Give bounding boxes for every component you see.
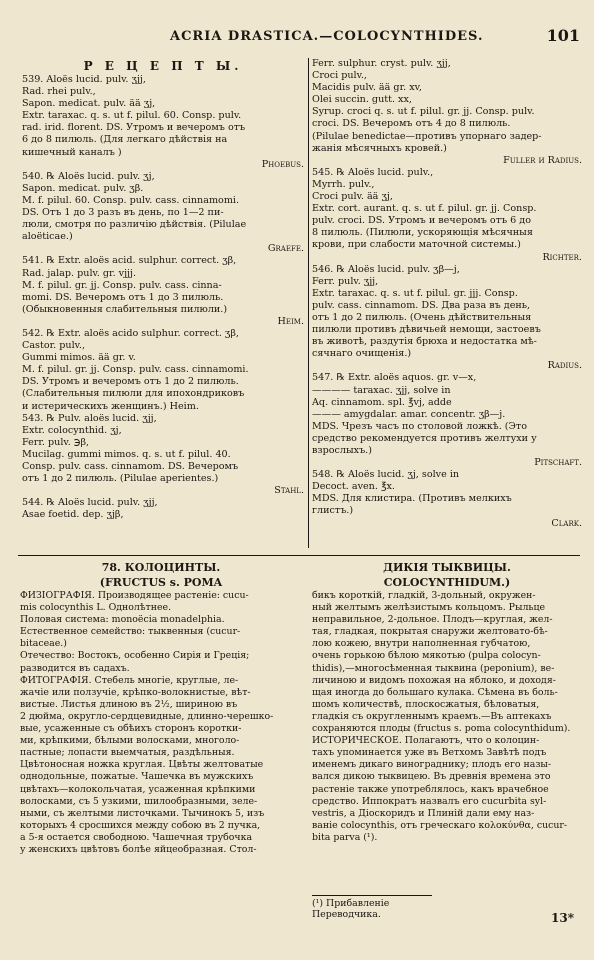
- recipe-line: Consp. pulv. cass. cinnamom. DS. Вечеромъ: [22, 461, 239, 472]
- recipe-line: 539. Aloës lucid. pulv. ʒjj,: [22, 74, 146, 85]
- colocynth-section-left: [20, 560, 302, 856]
- recipe-line: rad. irid. florent. DS. Утромъ и вечеромъ отъ: [22, 122, 246, 134]
- text-line: лою кожею, внутри наполненная губчатою,: [312, 638, 531, 650]
- text-line: сохраняются плоды (fructus s. poma colocynthidum).: [312, 723, 571, 735]
- section-title-line: ДИКІЯ ТЫКВИЦЫ.: [383, 561, 511, 574]
- running-header: [10, 26, 586, 48]
- author-attribution: Clark.: [551, 517, 582, 529]
- author-attribution: Heim.: [277, 315, 304, 327]
- running-title: ACRIA DRASTICA.—COLOCYNTHIDES.: [170, 29, 484, 44]
- text-line: Половая система: monoëcia monadelphia.: [20, 614, 225, 626]
- recipe-line: momi. DS. Вечеромъ отъ 1 до 3 пилюль.: [22, 291, 224, 303]
- recipe-line: Ferr. pulv. ʒjj,: [312, 275, 379, 287]
- recipe-line: DS. Отъ 1 до 3 разъ въ день, по 1—2 пи-: [22, 207, 224, 219]
- text-line: ИСТОРИЧЕСКОЕ. Полагаютъ, что о колоцин-: [312, 735, 540, 747]
- recipe-line: 547. ℞ Extr. aloës aquos. gr. v—x,: [312, 372, 477, 384]
- recipes-left-column: [22, 58, 304, 521]
- text-line: щая иногда до большаго кулака. Сѣмена въ боль-: [312, 686, 558, 698]
- text-line: вые, усаженные съ обѣихъ сторонъ коротки-: [20, 723, 242, 735]
- recipe-line: aloëticae.): [22, 231, 73, 243]
- recipe-line: Ferr. sulphur. cryst. pulv. ʒjj,: [312, 58, 451, 69]
- text-line: Естественное семейство: тыквенныя (cucur-: [20, 626, 241, 638]
- recipe-line: MDS. Чрезъ часъ по столовой ложкѣ. (Это: [312, 420, 527, 432]
- text-line: бикъ короткій, гладкій, 3-дольный, окружен-: [312, 590, 536, 601]
- recipe-line: Croci pulv. ää ʒj,: [312, 191, 393, 203]
- recipe-line: Decoct. aven. ℥x.: [312, 481, 395, 493]
- recipe-line: DS. Утромъ и вечеромъ отъ 1 до 2 пилюль.: [22, 376, 239, 388]
- recipe-line: и истерическихъ женщинъ.) Heim.: [22, 400, 199, 412]
- footnote: (¹) Прибавленіе Переводчика.: [312, 895, 432, 920]
- recipe-line: 544. ℞ Aloës lucid. pulv. ʒjj,: [22, 497, 158, 509]
- text-line: средство. Иппократъ назвалъ его cucurbita syl-: [312, 795, 547, 807]
- recipe-line: Extr. taraxac. q. s. ut f. pilul. gr. jjj. Consp.: [312, 287, 518, 299]
- text-line: которыхъ 4 сросшихся между собою въ 2 пучка,: [20, 819, 261, 831]
- text-line: ФИЗІОГРАФІЯ. Производящее растеніе: cucu-: [20, 590, 249, 601]
- text-line: очень горькою бѣлою мякотью (pulpa colocyn-: [312, 650, 541, 662]
- recipe-line: Myrrh. pulv.,: [312, 178, 375, 190]
- recipe-line: отъ 1 до 2 пилюль. (Очень дѣйствительныя: [312, 311, 532, 323]
- recipe-line: глистъ.): [312, 505, 354, 517]
- recipe-line: 541. ℞ Extr. aloës acid. sulphur. correct. ʒβ,: [22, 255, 237, 267]
- text-line: волосками, съ 5 узкими, шилообразными, зеле-: [20, 795, 258, 807]
- text-line: вистые. Листья длиною въ 2½, шириною въ: [20, 698, 238, 710]
- recipe-line: M. f. pilul. 60. Consp. pulv. cass. cinnamomi.: [22, 194, 240, 206]
- recipe-line: 546. ℞ Aloës lucid. pulv. ʒβ—j,: [312, 263, 460, 275]
- recipe-line: croci. DS. Вечеромъ отъ 4 до 8 пилюль.: [312, 118, 511, 130]
- author-attribution: Graefe.: [267, 243, 304, 255]
- section-title-line: COLOCYNTHIDUM.): [383, 576, 511, 589]
- recipe-line: Castor. pulv.,: [22, 340, 86, 352]
- recipe-line: люли, смотря по различію дѣйствія. (Pilulae: [22, 219, 247, 231]
- text-line: bitaceae.): [20, 638, 67, 650]
- text-line: а 5-я остается свободною. Чашечная трубочка: [20, 831, 253, 843]
- recipe-line: M. f. pilul. gr. jj. Consp. pulv. cass. cinna-: [22, 279, 222, 291]
- recipe-line: 548. ℞ Aloës lucid. ʒj, solve in: [312, 469, 460, 481]
- text-line: разводится въ садахъ.: [20, 662, 130, 674]
- recipe-line: жанія мѣсячныхъ кровей.): [312, 142, 447, 154]
- recipe-line: 545. ℞ Aloës lucid. pulv.,: [312, 166, 434, 178]
- text-line: ваніе colocynthis, отъ греческаго κολοκύνθα, cucur-: [312, 819, 568, 831]
- text-line: однодольные, пожатые. Чашечка въ мужскихъ: [20, 771, 254, 783]
- text-line: тая, гладкая, покрытая снаружи желтовато-бѣ-: [312, 626, 548, 638]
- recipe-line: 542. ℞ Extr. aloës acido sulphur. correct. ʒβ,: [22, 327, 239, 339]
- text-line: тахъ упоминается уже въ Ветхомъ Завѣтѣ подъ: [312, 747, 547, 759]
- recipe-line: крови, при слабости маточной системы.): [312, 239, 521, 251]
- text-line: шомъ количествѣ, плоскосжатыя, бѣловатыя,: [312, 698, 540, 710]
- recipe-line: pulv. cass. cinnamom. DS. Два раза въ день,: [312, 299, 531, 311]
- footnote-area: [312, 895, 582, 925]
- text-line: неправильное, 2-дольное. Плодъ—круглая, жел-: [312, 614, 553, 626]
- author-attribution: Radius.: [547, 360, 582, 372]
- recipe-line: M. f. pilul. gr. jj. Consp. pulv. cass. cinnamomi.: [22, 364, 249, 376]
- text-line: растеніе также употреблялось, какъ врачебное: [312, 783, 549, 795]
- recipe-line: Olei succin. gutt. xx,: [312, 94, 412, 106]
- recipe-line: Croci pulv.,: [312, 70, 367, 82]
- signature-mark: 13*: [551, 911, 574, 925]
- recipe-line: Sapon. medicat. pulv. ää ʒj,: [22, 98, 156, 110]
- recipe-line: средство рекомендуется противъ желтухи у: [312, 432, 537, 444]
- text-line: гладкія съ округленнымъ краемъ.—Въ аптекахъ: [312, 710, 552, 722]
- recipe-line: въ животѣ, раздутія брюха и недостатка мѣ-: [312, 336, 537, 348]
- recipe-line: 6 до 8 пилюль. (Для легкаго дѣйствія на: [22, 134, 228, 146]
- text-line: у женскихъ цвѣтовъ болѣе яйцеобразная. Стол-: [20, 843, 257, 855]
- text-line: цвѣтахъ—колокольчатая, усаженная крѣпкими: [20, 783, 256, 795]
- recipe-line: Asae foetid. dep. ʒjβ,: [22, 509, 124, 521]
- author-attribution: Richter.: [542, 251, 582, 263]
- colocynth-section-right: [312, 560, 582, 844]
- author-attribution: Phoebus.: [261, 158, 304, 170]
- recipe-line: Extr. taraxac. q. s. ut f. pilul. 60. Consp. pulv.: [22, 110, 242, 122]
- text-line: bita parva (¹).: [312, 831, 378, 843]
- author-attribution: Pitschaft.: [534, 457, 582, 469]
- recipe-line: pulv. croci. DS. Утромъ и вечеромъ отъ 6 до: [312, 215, 531, 227]
- text-line: ный желтымъ желѣзистымъ кольцомъ. Рыльце: [312, 602, 546, 614]
- recipe-line: Aq. cinnamom. spl. ℥vj, adde: [312, 396, 452, 408]
- text-line: Отечество: Востокъ, особенно Сирія и Греція;: [20, 650, 250, 662]
- column-divider: [308, 58, 309, 548]
- recipe-line: MDS. Для клистира. (Противъ мелкихъ: [312, 493, 512, 505]
- recipe-line: 543. ℞ Pulv. aloës lucid. ʒjj,: [22, 412, 157, 424]
- recipe-line: 540. ℞ Aloës lucid. pulv. ʒj,: [22, 170, 155, 182]
- recipe-line: пилюли противъ дѣвичьей немощи, застоевъ: [312, 324, 541, 336]
- text-line: Цвѣтоносная ножка круглая. Цвѣты желтоватые: [20, 759, 264, 771]
- recipe-line: Mucilag. gummi mimos. q. s. ut f. pilul. 40.: [22, 448, 231, 460]
- section-title-line: 78. КОЛОЦИНТЫ.: [101, 561, 221, 574]
- text-line: жачіе или ползучіе, крѣпко-волокнистые, вѣт-: [20, 686, 251, 698]
- recipe-line: сячнаго очищенія.): [312, 348, 412, 360]
- text-line: thidis),—многосѣменная тыквина (peponium), ве-: [312, 662, 555, 674]
- recipe-line: (Слабительныя пилюли для ипохондриковъ: [22, 388, 245, 400]
- text-line: вался дикою тыквицею. Въ древнія времена это: [312, 771, 551, 783]
- recipe-line: Syrup. croci q. s. ut f. pilul. gr. jj. Consp. pulv.: [312, 106, 535, 118]
- recipe-line: отъ 1 до 2 пилюль. (Pilulae aperientes.): [22, 473, 219, 485]
- page-number: 101: [546, 26, 580, 45]
- recipe-line: ——— amygdalar. amar. concentr. ʒβ—j.: [312, 408, 506, 420]
- author-attribution: Stahl.: [274, 485, 304, 497]
- recipe-line: Extr. colocynthid. ʒj,: [22, 424, 122, 436]
- recipe-line: (Обыкновенныя слабительныя пилюли.): [22, 303, 228, 315]
- text-line: личиною и видомъ похожая на яблоко, и доходя-: [312, 674, 556, 686]
- section-divider: [18, 555, 580, 556]
- text-line: ФИТОГРАФІЯ. Стебель многіе, круглые, ле-: [20, 674, 239, 686]
- recipe-line: 8 пилюль. (Пилюли, ускоряющія мѣсячныя: [312, 227, 533, 239]
- recipe-line: Extr. cort. aurant. q. s. ut f. pilul. gr. jj. Consp.: [312, 203, 537, 215]
- text-line: пастные; лопасти выемчатыя, раздѣльныя.: [20, 747, 235, 759]
- recipe-line: Rad. rhei pulv.,: [22, 86, 96, 98]
- recipes-right-column: [312, 58, 582, 530]
- section-title-line: (FRUCTUS s. POMA: [99, 576, 223, 589]
- recipe-line: Gummi mimos. ää gr. v.: [22, 352, 136, 364]
- text-line: mis colocynthis L. Однолѣтнее.: [20, 602, 172, 614]
- text-line: vestris, а Діоскоридъ и Плиній дали ему наз-: [312, 807, 535, 819]
- recipe-line: Macidis pulv. ää gr. xv,: [312, 82, 422, 94]
- recipe-line: Rad. jalap. pulv. gr. vjjj.: [22, 267, 137, 279]
- recipe-line: (Pilulae benedictae—противъ упорнаго задер-: [312, 130, 542, 142]
- text-line: ными, съ желтыми листочками. Тычинокъ 5, изъ: [20, 807, 265, 819]
- recipe-line: ———— taraxac. ʒjj, solve in: [312, 384, 451, 396]
- author-attribution: Fuller и Radius.: [503, 154, 582, 166]
- text-line: 2 дюйма, округло-сердцевидные, длинно-черешко-: [20, 710, 274, 722]
- section-heading: Р Е Ц Е П Т Ы.: [83, 59, 243, 73]
- recipe-line: взрослыхъ.): [312, 445, 372, 456]
- recipe-line: кишечный каналъ ): [22, 146, 122, 158]
- text-line: ми, крѣпкими, бѣлыми волосками, многоло-: [20, 735, 240, 747]
- recipe-line: Sapon. medicat. pulv. ʒβ.: [22, 182, 144, 194]
- recipe-line: Ferr. pulv. ℈β,: [22, 436, 90, 448]
- text-line: именемъ дикаго винограднику; плодъ его назы-: [312, 759, 552, 771]
